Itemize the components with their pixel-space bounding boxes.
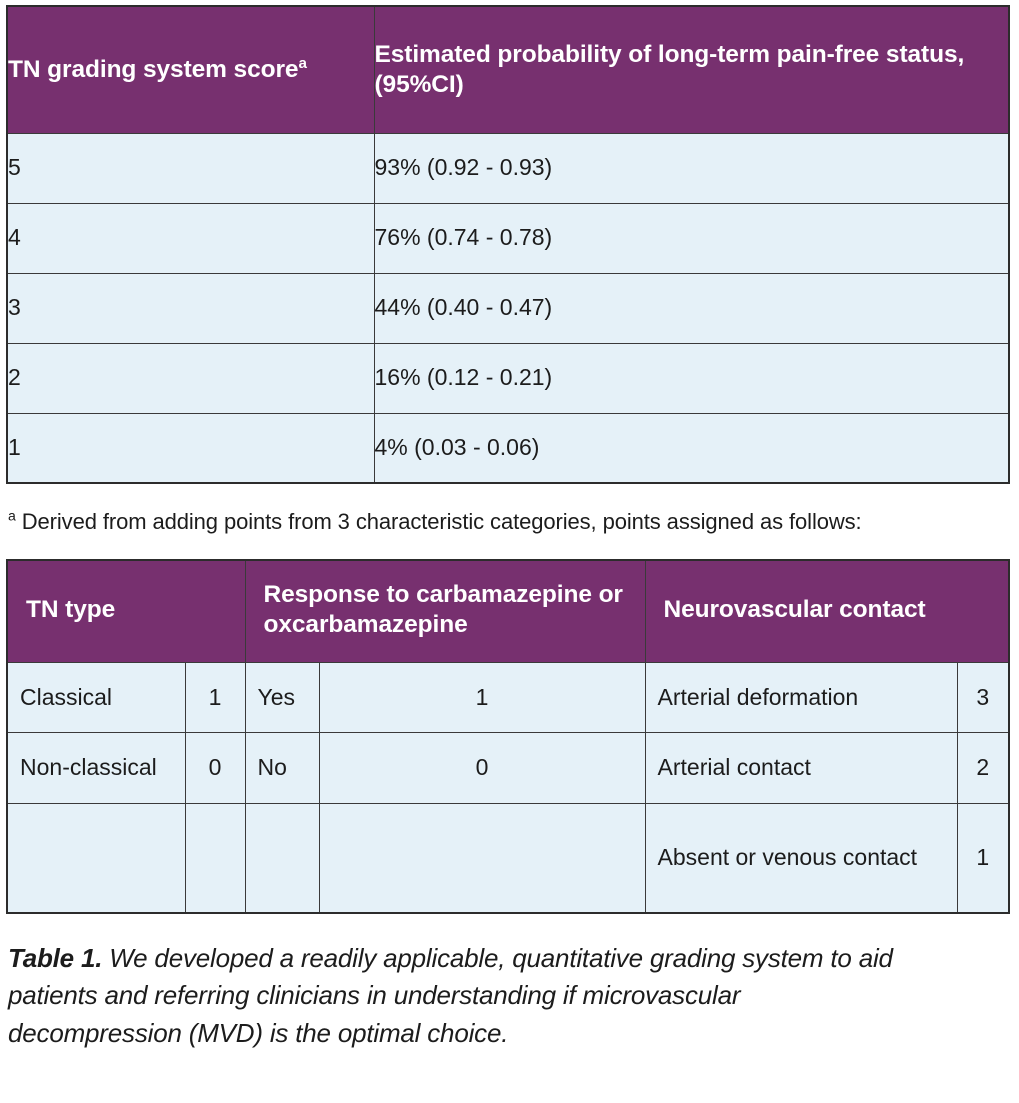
cell-tn-type-points: 1 [185, 663, 245, 733]
table-row [7, 663, 1009, 733]
caption-label: Table 1. [8, 942, 103, 973]
footnote-superscript-a: a [8, 507, 16, 524]
tn-grading-score-table [6, 5, 1010, 484]
table-two-header-row [7, 560, 1009, 663]
cell-tn-type: Classical [7, 663, 185, 733]
header-estimated-probability: Estimated probability of long-term pain-free status, (95%CI) [374, 6, 1009, 133]
table-row [7, 203, 1009, 273]
header-response-to-carbamazepine: Response to carbamazepine or oxcarbamazepine [245, 560, 645, 663]
table-row [7, 804, 1009, 913]
header-tn-grading-system-score [7, 6, 374, 133]
table-row [7, 413, 1009, 483]
cell-neurovascular-points: 2 [957, 733, 1009, 804]
cell-neurovascular-points: 1 [957, 804, 1009, 913]
cell-probability: 4% (0.03 - 0.06) [374, 413, 1009, 483]
header-label-score: TN grading system score [8, 55, 299, 83]
cell-probability: 16% (0.12 - 0.21) [374, 343, 1009, 413]
cell-response-points [319, 804, 645, 913]
table-footnote [8, 508, 1008, 536]
cell-score: 5 [7, 133, 374, 203]
footnote-text: Derived from adding points from 3 characteristic categories, points assigned as follows: [15, 509, 862, 534]
header-neurovascular-contact: Neurovascular contact [645, 560, 1009, 663]
cell-neurovascular: Arterial deformation [645, 663, 957, 733]
table-row [7, 133, 1009, 203]
cell-neurovascular: Absent or venous contact [645, 804, 957, 913]
cell-probability: 44% (0.40 - 0.47) [374, 273, 1009, 343]
cell-score: 3 [7, 273, 374, 343]
cell-score: 2 [7, 343, 374, 413]
table-one-head [7, 6, 1009, 133]
table-row [7, 733, 1009, 804]
cell-response: Yes [245, 663, 319, 733]
caption-text: We developed a readily applicable, quantitative grading system to aid patients and referring clinicians in understanding if microvascular decompression (MVD) is the optimal choice. [8, 942, 893, 1049]
figure-caption [8, 940, 908, 1054]
cell-response [245, 804, 319, 913]
cell-probability: 76% (0.74 - 0.78) [374, 203, 1009, 273]
cell-tn-type [7, 804, 185, 913]
cell-response-points: 0 [319, 733, 645, 804]
points-assignment-table [6, 559, 1010, 914]
cell-tn-type: Non-classical [7, 733, 185, 804]
cell-score: 4 [7, 203, 374, 273]
cell-response-points: 1 [319, 663, 645, 733]
table-one-body [7, 133, 1009, 483]
header-tn-type: TN type [7, 560, 245, 663]
table-row [7, 273, 1009, 343]
cell-tn-type-points [185, 804, 245, 913]
cell-probability: 93% (0.92 - 0.93) [374, 133, 1009, 203]
cell-neurovascular-points: 3 [957, 663, 1009, 733]
cell-score: 1 [7, 413, 374, 483]
footnote-marker-a: a [298, 54, 307, 72]
table-one-header-row [7, 6, 1009, 133]
table-two-head [7, 560, 1009, 663]
cell-tn-type-points: 0 [185, 733, 245, 804]
cell-response: No [245, 733, 319, 804]
table-two-body [7, 663, 1009, 913]
table-row [7, 343, 1009, 413]
cell-neurovascular: Arterial contact [645, 733, 957, 804]
